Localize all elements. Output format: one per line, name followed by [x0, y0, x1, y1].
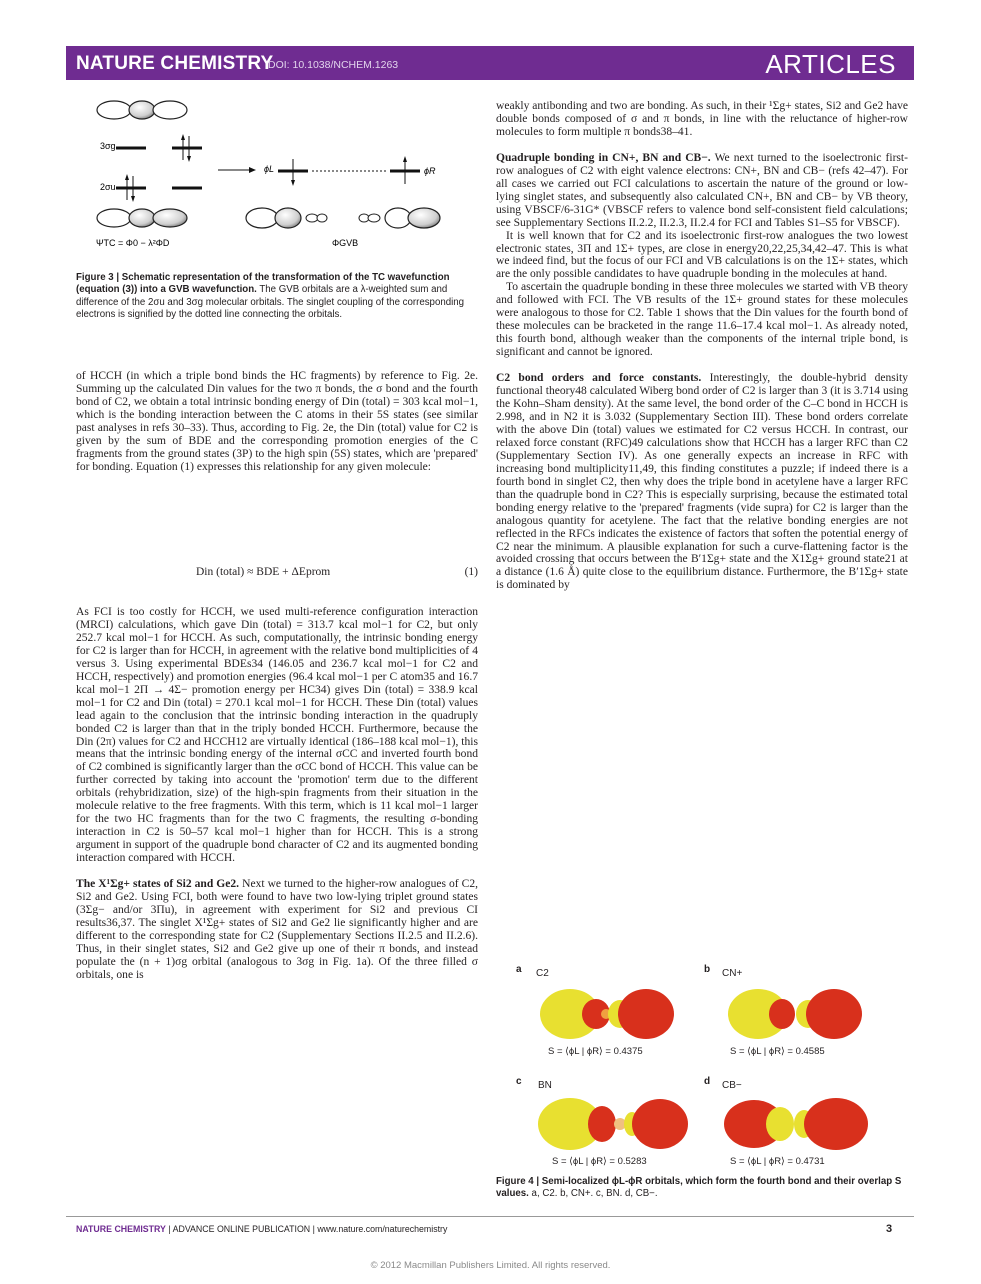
figure-3-caption-body: The GVB orbitals are a λ-weighted sum and difference of the 2σu and 3σg molecular orbitals. The singlet coupling of the corresponding electrons is signified by the dotted line connecting the orbitals.: [76, 284, 465, 320]
figure-3-caption: [76, 272, 478, 321]
section-label: ARTICLES: [765, 49, 896, 79]
panel-c-label: c: [516, 1076, 522, 1087]
label-2su: 2σu: [100, 182, 116, 192]
section-heading-si2-ge2: The X¹Σg+ states of Si2 and Ge2.: [76, 878, 240, 891]
panel-c-orbital-image: [528, 1094, 698, 1154]
section-heading-bond-orders: C2 bond orders and force constants.: [496, 372, 702, 385]
panel-a-overlap: S = ⟨ϕL | ϕR⟩ = 0.4375: [548, 1046, 643, 1057]
left-column-top: [76, 370, 478, 474]
panel-c-molecule: BN: [538, 1080, 552, 1091]
right-paragraph-2: [496, 152, 908, 230]
doi-link[interactable]: DOI: 10.1038/NCHEM.1263: [268, 59, 399, 71]
panel-c-overlap: S = ⟨ϕL | ϕR⟩ = 0.5283: [552, 1156, 647, 1167]
left-paragraph-3-text: Next we turned to the higher-row analogues of C2, Si2 and Ge2. Using FCI, both were found to have two low-lying triplet ground states (3Σg− and/or 3Πu), in agreement with experiment for Si2 and previous CI results36,37. The singlet X¹Σg+ states of Si2 and Ge2 lie significantly higher and are different to the corresponding state for C2 (Supplementary Sections II.2.5 and II.2.6). Thus, in their singlet states, Si2 and Ge2 give up one of their π bonds, and instead populate the (n + 1)σg orbital (analogous to 3σg in Fig. 1a). Of the three filled σ orbitals, one is: [76, 878, 478, 981]
panel-b-overlap: S = ⟨ϕL | ϕR⟩ = 0.4585: [730, 1046, 825, 1057]
panel-a-molecule: C2: [536, 968, 549, 979]
footer-rule: [66, 1216, 914, 1217]
right-paragraph-5: [496, 372, 908, 592]
footer-journal: NATURE CHEMISTRY: [76, 1224, 166, 1234]
panel-d-orbital-image: [714, 1094, 884, 1154]
panel-a-label: a: [516, 964, 522, 975]
left-paragraph-2: As FCI is too costly for HCCH, we used multi-reference configuration interaction (MRCI) calculations, which gave Din (total) = 313.7 kcal mol−1 for C2, but only 252.7 kcal mol−1 for HCCH. As such, computationally, the intrinsic bonding energy for C2 is larger than for HCCH, in agreement with the relative bond multiplicities of 4 versus 3. Using experimental BDEs34 (146.05 and 236.7 kcal mol−1 for C2 and HCCH, respectively) and promotion energies (96.4 kcal mol−1 per C atom35 and 16.7 kcal mol−1 2Π → 4Σ− promotion energy per HC34) gives Din (total) = 338.9 kcal mol−1 for C2 and Din (total) = 270.1 kcal mol−1 for HCCH. These Din (total) values lead again to the conclusion that the intrinsic bonding interaction in the quadruply bonded C2 is larger than that in the triply bonded HCCH. Furthermore, because the Din (2π) values for C2 and HCCH12 are virtually identical (186–188 kcal mol−1), this means that the intrinsic bonding energy of the internal σCC and inverted fourth bond of C2 combined is significantly larger than the σCC bond of HCCH. This value can be further corrected by taking into account the 'promotion' term due to the different orbitals (rehybridization, size) of the high-spin fragments from their situation in the molecule relative to the free fragments. With this term, which is 11 kcal mol−1 larger for the two HC fragments than for the two C fragments, the resulting σ-bonding interaction in C2 is 50–57 kcal mol−1 higher than for HCCH. This is a strong argument in support of the quadruple bond character of C2 and its augmented bonding interaction compared with HCCH.: [76, 606, 478, 865]
orbital-phi-l-picture: [246, 208, 327, 228]
figure-3-caption-title: Figure 3 | Schematic representation of the transformation of the TC wavefunction (equation (3)) into a GVB wavefunction.: [76, 272, 450, 296]
journal-name: NATURE CHEMISTRY: [76, 53, 274, 74]
right-paragraph-1: weakly antibonding and two are bonding. As such, in their ¹Σg+ states, Si2 and Ge2 have double bonds composed of σ and π bonds, in line with the reluctance of higher-row molecules to form multiple π bonds38–41.: [496, 100, 908, 138]
left-paragraph-1: of HCCH (in which a triple bond binds the HC fragments) by reference to Fig. 2e. Summing up the calculated Din values for the two π bonds, the σ bond and the fourth bond of C2, we obtain a total intrinsic bonding energy of Din (total) = 303 kcal mol−1, which is the bonding interaction between the C atoms in their 5S states (see similar past analyses in refs 30–33). Thus, according to Fig. 2e, the Din (total) value for C2 is given by the sum of BDE and the corresponding promotion energies of the C fragments from the ground states (3P) to the high spin (5S) states, which are 'prepared' for bonding. Equation (1) expresses this relationship for any given molecule:: [76, 370, 478, 473]
section-heading-quadruple-bonding: Quadruple bonding in CN+, BN and CB−.: [496, 151, 711, 164]
right-paragraph-5-text: Interestingly, the double-hybrid density functional theory48 calculated Wiberg bond order of C2 is larger than 3 (it is 3.714 using the Kohn–Sham density). At the same level, the bond order of the C–C bond in HCCH is 2.998, and in N2 it is 3.032 (Supplementary Section III). These bond orders correlate with the above Din (total) values we estimated for C2 versus HCCH. In contrast, our relaxed force constant (RFC)49 calculations show that HCCH has a larger RFC than C2 (Supplementary Section IV). As one generally expects an increase in RFC with increasing bond multiplicity11,49, this finding constitutes a puzzle; if indeed there is a fourth bond in singlet C2, then why does the triple bond in acetylene have a larger RFC than the quadruple bond in C2? This is especially surprising, because the estimated total bonding energy relative to the 'prepared' fragments (vide supra) for C2 is larger than the analogous quantity for acetylene. The fact that the relative bonding energies are not reflected in the RFCs indicates the existence of factors that soften the potential energy of C2 near the minimum. A plausible explanation for such a curve-flattening factor is the avoided crossing that occurs between the B′1Σg+ state and the X1Σg+ ground state21 at a distance (1.6 Å) quite close to the equilibrium distance. Furthermore, the B′1Σg+ state is dominated by: [496, 372, 908, 592]
figure-3-schematic: [66, 96, 476, 266]
page-number: 3: [886, 1223, 893, 1235]
label-psi-tc: ΨTC = Φ0 − λ²ΦD: [96, 238, 170, 248]
figure-4: [508, 960, 908, 1172]
right-paragraph-3: It is well known that for C2 and its isoelectronic first-row analogues the two lowest electronic states, 3Π and 1Σ+ types, are close in energy20,22,25,34,42–47. This is what we indeed find, but the focus of our FCI and VB calculations is on the 1Σ+ states, which are the only possible candidates to have quadruple bonding in the molecules at hand.: [496, 229, 908, 281]
footer-line: [76, 1224, 447, 1234]
equation-1: [196, 566, 478, 578]
orbital-phi-r-picture: [359, 208, 440, 228]
right-column: [496, 100, 908, 592]
journal-banner: [66, 46, 914, 80]
figure-3-diagram: [66, 96, 476, 266]
panel-a-orbital-image: [528, 984, 678, 1044]
orbital-2su-picture: [97, 209, 187, 227]
panel-d-molecule: CB−: [722, 1080, 742, 1091]
panel-d-overlap: S = ⟨ϕL | ϕR⟩ = 0.4731: [730, 1156, 825, 1167]
orbital-3sg-picture: [97, 101, 187, 119]
right-paragraph-4: To ascertain the quadruple bonding in these three molecules we started with VB theory and followed with FCI. The VB results of the 1Σ+ ground states for these molecules were analogous to those for C2. Table 1 shows that the Din values for the fourth bond of these molecules can be bracketed in the range 11.6–17.4 kcal mol−1. As already noted, this fourth bond, although weaker than the components of the internal triple bond, is significant and cannot be ignored.: [496, 281, 908, 359]
panel-b-label: b: [704, 964, 711, 975]
label-3sg: 3σg: [100, 141, 116, 151]
figure-4-caption-body: a, C2. b, CN+. c, BN. d, CB−.: [528, 1188, 658, 1200]
label-phi-r: ϕR: [424, 166, 436, 176]
copyright-notice: © 2012 Macmillan Publishers Limited. All rights reserved.: [370, 1260, 611, 1271]
footer-text[interactable]: | ADVANCE ONLINE PUBLICATION | www.nature.com/naturechemistry: [165, 1224, 448, 1234]
label-phi-l: ϕL: [264, 164, 275, 174]
panel-d-label: d: [704, 1076, 711, 1087]
left-paragraph-3: [76, 878, 478, 982]
panel-b-molecule: CN+: [722, 968, 743, 979]
label-phi-gvb: ΦGVB: [332, 238, 359, 248]
left-column-bottom: [76, 606, 478, 982]
equation-1-formula: Din (total) ≈ BDE + ΔEprom: [196, 566, 331, 578]
figure-4-caption: [496, 1176, 908, 1201]
panel-b-orbital-image: [716, 984, 866, 1044]
figure-4-caption-title: Figure 4 | Semi-localized ϕL-ϕR orbitals, which form the fourth bond and their overlap S values.: [496, 1176, 902, 1200]
equation-1-number: (1): [464, 566, 478, 578]
right-paragraph-2-text: We next turned to the isoelectronic first-row analogues of C2 with eight valence electrons: CN+, BN and CB− (refs 42–47). For all cases we carried out FCI calculations to ascertain the nature of the ground or low-lying singlet states, and subsequently also calculated CN+, BN and CB− by VB theory, using VBSCF/6-31G* (VBSCF refers to valence bond self-consistent field calculations; see Supplementary Sections II.2.2, II.2.3, II.2.4 for FCI and Tables S1–S5 for VBSCF).: [496, 151, 908, 229]
